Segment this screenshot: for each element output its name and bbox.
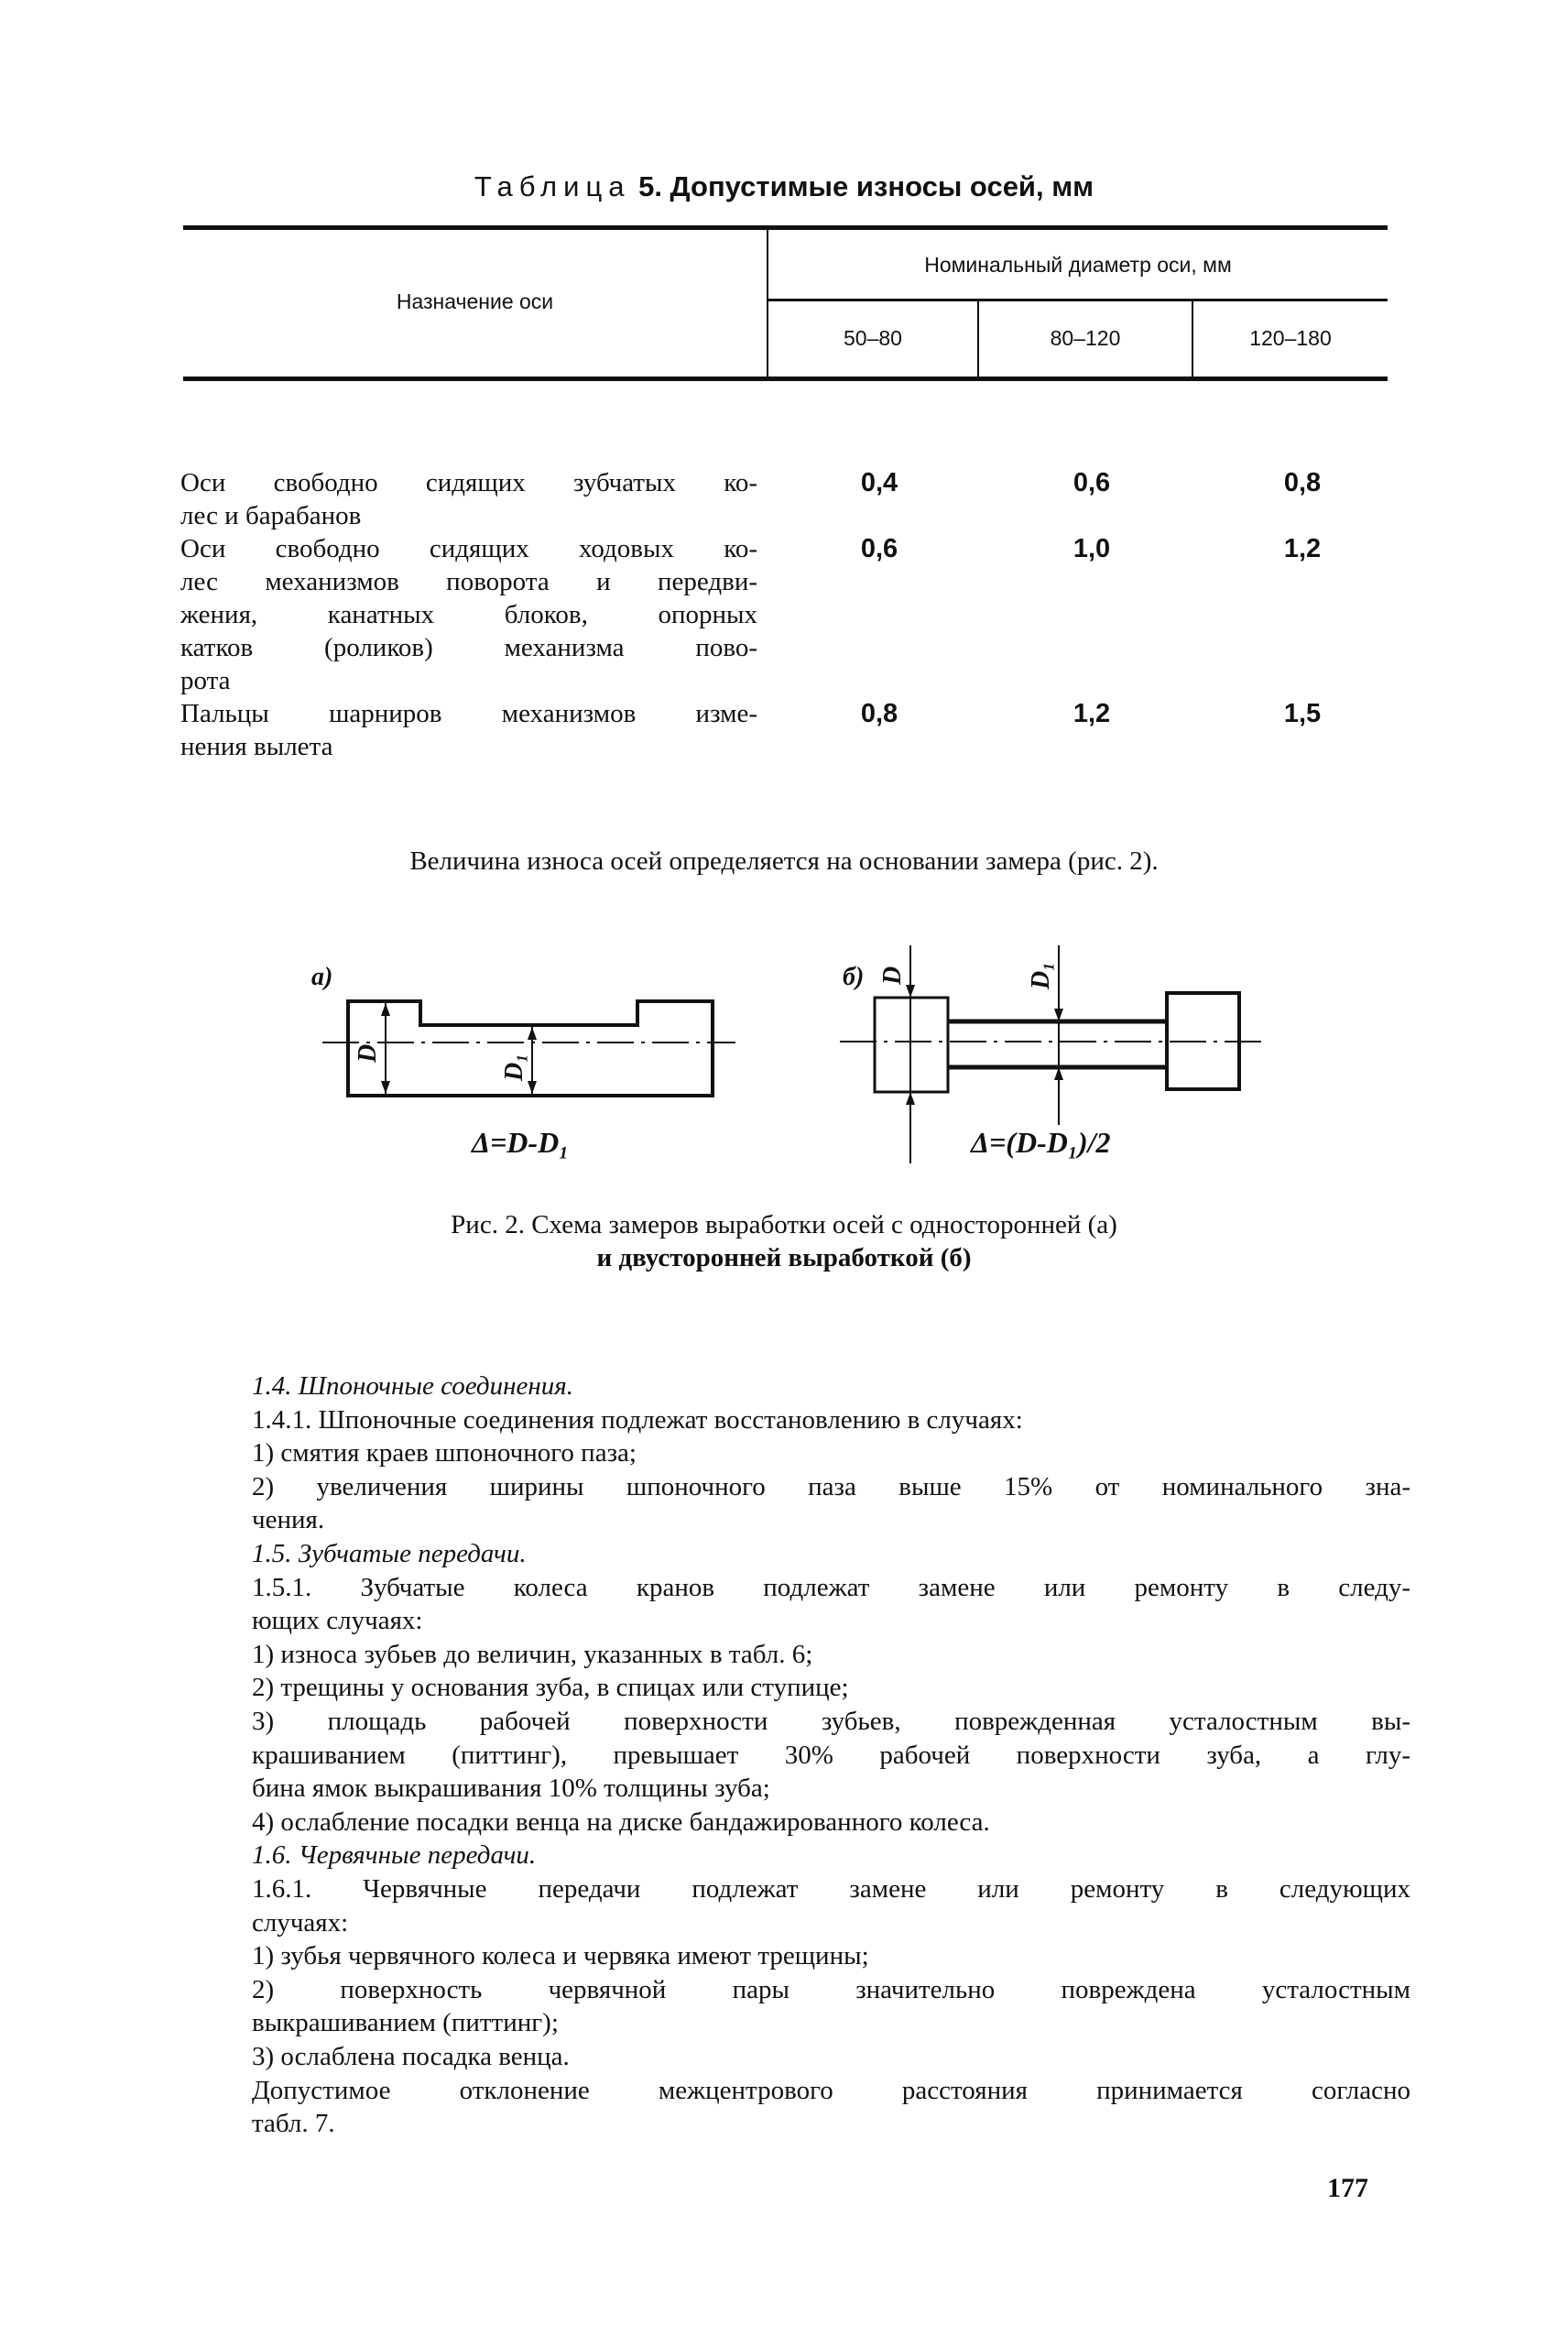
page-number: 177 (1327, 2173, 1368, 2203)
body-line: 1.5.1. Зубчатые колеса кранов подлежат замене или ремонту в следу- (252, 1572, 1410, 1602)
table-title-text: 5. Допустимые износы осей, мм (630, 170, 1094, 202)
body-line: выкрашиванием (питтинг); (252, 2008, 559, 2038)
table-row-text: рота (180, 666, 231, 695)
body-line: бина ямок выкрашивания 10% толщины зуба; (252, 1774, 770, 1804)
intro-paragraph: Величина износа осей определяется на основании замера (рис. 2). (409, 846, 1159, 876)
body-line: 1.4.1. Шпоночные соединения подлежат восстановлению в случаях: (252, 1404, 1023, 1435)
table-cell-value: 0,6 (860, 534, 898, 563)
table-row-text: катков (роликов) механизма пово- (180, 633, 757, 662)
body-line: чения. (252, 1505, 325, 1535)
body-line: 2) трещины у основания зуба, в спицах или ступице; (252, 1673, 849, 1703)
table-cell-value: 1,0 (1073, 534, 1111, 563)
body-line: 1.4. Шпоночные соединения. (252, 1371, 573, 1401)
body-line: 1.5. Зубчатые передачи. (252, 1539, 527, 1568)
dim-label-D: D (878, 966, 907, 985)
body-line: Допустимое отклонение межцентрового расстояния принимается согласно (252, 2075, 1410, 2105)
table-cell-value: 0,4 (860, 468, 898, 497)
table-row-text: Оси свободно сидящих зубчатых ко- (180, 468, 757, 497)
body-line: крашиванием (питтинг), превышает 30% рабочей поверхности зуба, а глу- (252, 1740, 1410, 1770)
body-line: 1) смятия краев шпоночного паза; (252, 1438, 637, 1468)
table-row-text: лес и барабанов (180, 501, 362, 530)
table-row-text: Оси свободно сидящих ходовых ко- (180, 534, 757, 563)
header-purpose: Назначение оси (396, 289, 554, 313)
table-cell-value: 0,8 (1283, 468, 1322, 497)
header-range: 120–180 (1249, 326, 1332, 350)
table-cell-value: 1,2 (1073, 699, 1111, 728)
body-line: 2) поверхность червячной пары значительно повреждена усталостным (252, 1974, 1410, 2004)
shaft-b-journal (948, 1021, 1167, 1067)
dim-label-D1: D₁ (500, 1053, 528, 1081)
dim-label-D: D (354, 1043, 382, 1063)
body-line: ющих случаях: (252, 1606, 423, 1636)
table-cell-value: 1,2 (1283, 534, 1322, 563)
formula-a: Δ=D-D₁ (472, 1126, 570, 1159)
body-line: табл. 7. (252, 2109, 335, 2139)
body-line: случаях: (252, 1907, 349, 1938)
figure-caption-line-2: и двусторонней выработкой (б) (596, 1243, 972, 1272)
header-range: 80–120 (1050, 326, 1121, 350)
body-line: 4) ослабление посадки венца на диске бандажированного колеса. (252, 1807, 990, 1837)
figure-caption-line-1: Рис. 2. Схема замеров выработки осей с односторонней (а) (451, 1210, 1117, 1239)
body-line: 1.6. Червячные передачи. (252, 1840, 537, 1871)
table-row-text: жения, канатных блоков, опорных (180, 600, 757, 629)
body-line: 3) площадь рабочей поверхности зубьев, поврежденная усталостным вы- (252, 1707, 1410, 1736)
body-line: 1) износа зубьев до величин, указанных в табл. 6; (252, 1639, 813, 1669)
body-line: 2) увеличения ширины шпоночного паза выше 15% от номинального зна- (252, 1471, 1410, 1501)
body-line: 1.6.1. Червячные передачи подлежат замене или ремонту в следующих (252, 1874, 1410, 1904)
dim-label-D1: D₁ (1027, 962, 1055, 989)
table-row-text: нения вылета (180, 732, 333, 761)
label-b: б) (843, 963, 865, 991)
table-row-text: лес механизмов поворота и передви- (180, 567, 757, 596)
header-range: 50–80 (844, 326, 902, 350)
header-diameter: Номинальный диаметр оси, мм (924, 253, 1232, 277)
body-line: 3) ослаблена посадка венца. (252, 2042, 570, 2071)
table-cell-value: 0,6 (1073, 468, 1111, 497)
body-line: 1) зубья червячного колеса и червяка имеют трещины; (252, 1941, 869, 1971)
table-title-prefix: Таблица (474, 170, 631, 202)
formula-b: Δ=(D-D₁)/2 (971, 1126, 1111, 1159)
label-a: а) (311, 963, 333, 991)
table-row-text: Пальцы шарниров механизмов изме- (180, 699, 757, 728)
table-cell-value: 1,5 (1283, 699, 1322, 728)
table-cell-value: 0,8 (860, 699, 898, 728)
